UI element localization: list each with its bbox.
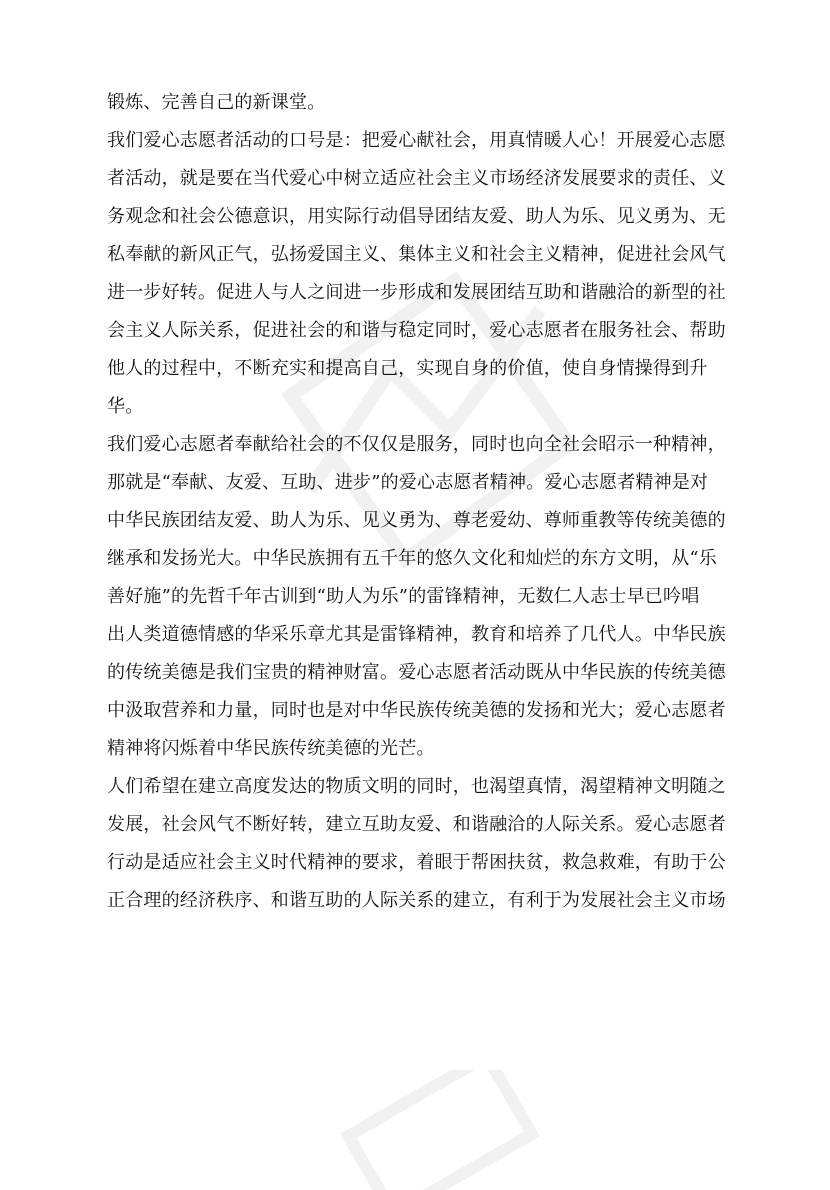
text-line: 人们希望在建立高度发达的物质文明的同时，也渴望真情，渴望精神文明随之 [107, 776, 726, 797]
text-line: 行动是适应社会主义时代精神的要求，着眼于帮困扶贫，救急救难，有助于公 [107, 852, 726, 873]
text-line: 锻炼、完善自己的新课堂。 [107, 92, 326, 113]
text-line: 出人类道德情感的华采乐章尤其是雷锋精神，教育和培养了几代人。中华民族 [107, 624, 726, 645]
text-line: 中汲取营养和力量，同时也是对中华民族传统美德的发扬和光大；爱心志愿者 [107, 700, 726, 721]
text-line: 私奉献的新风正气，弘扬爱国主义、集体主义和社会主义精神，促进社会风气 [107, 244, 726, 265]
text-line: 者活动，就是要在当代爱心中树立适应社会主义市场经济发展要求的责任、义 [107, 168, 726, 189]
text-line: 我们爱心志愿者活动的口号是：把爱心献社会，用真情暖人心！开展爱心志愿 [107, 130, 726, 151]
text-line: 那就是“奉献、友爱、互助、进步”的爱心志愿者精神。爱心志愿者精神是对 [107, 472, 709, 493]
text-line: 发展，社会风气不断好转，建立互助友爱、和谐融洽的人际关系。爱心志愿者 [107, 814, 726, 835]
watermark-logo-bottom [330, 1070, 550, 1190]
text-line: 他人的过程中，不断充实和提高自己，实现自身的价值，使自身情操得到升 [107, 358, 708, 379]
text-line: 的传统美德是我们宝贵的精神财富。爱心志愿者活动既从中华民族的传统美德 [107, 662, 726, 683]
text-line: 正合理的经济秩序、和谐互助的人际关系的建立，有利于为发展社会主义市场 [107, 890, 726, 911]
text-line: 继承和发扬光大。中华民族拥有五千年的悠久文化和灿烂的东方文明，从“乐 [107, 548, 717, 569]
text-line: 我们爱心志愿者奉献给社会的不仅仅是服务，同时也向全社会昭示一种精神， [107, 434, 726, 455]
text-line: 会主义人际关系，促进社会的和谐与稳定同时，爱心志愿者在服务社会、帮助 [107, 320, 726, 341]
body-text [107, 92, 726, 928]
text-line: 中华民族团结友爱、助人为乐、见义勇为、尊老爱幼、尊师重教等传统美德的 [107, 510, 726, 531]
text-line: 善好施”的先哲千年古训到“助人为乐”的雷锋精神，无数仁人志士早已吟唱 [107, 586, 700, 607]
text-line: 务观念和社会公德意识，用实际行动倡导团结友爱、助人为乐、见义勇为、无 [107, 206, 726, 227]
text-line: 华。 [107, 396, 144, 417]
text-line: 精神将闪烁着中华民族传统美德的光芒。 [107, 738, 435, 759]
text-line: 进一步好转。促进人与人之间进一步形成和发展团结互助和谐融洽的新型的社 [107, 282, 726, 303]
